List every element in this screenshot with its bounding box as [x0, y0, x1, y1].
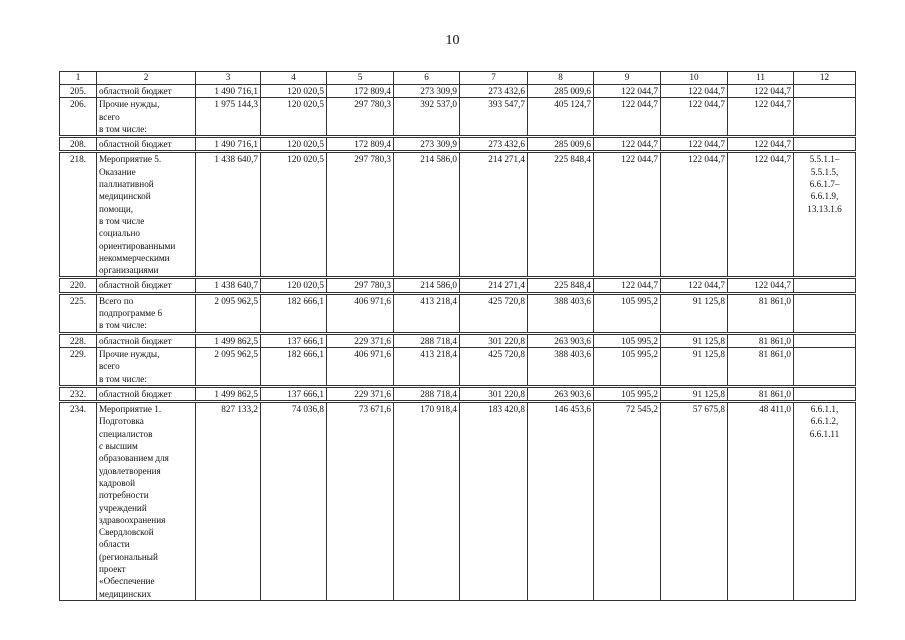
target-code-line: 6.6.1.11 — [809, 428, 840, 439]
value-cell: 1 499 862,5 — [196, 386, 261, 401]
column-header: 2 — [97, 72, 196, 85]
description-line: Мероприятие 5. — [99, 154, 162, 165]
target-code-line: 6.6.1.1, — [810, 404, 839, 415]
description-line: подпрограмме 6 — [99, 308, 163, 319]
value-cell: 81 861,0 — [728, 386, 794, 401]
description-line: Прочие нужды, — [99, 99, 160, 110]
value-cell: 122 044,7 — [594, 152, 661, 278]
column-header: 7 — [460, 72, 528, 85]
row-description — [97, 152, 196, 278]
row-description — [97, 402, 196, 601]
row-description — [97, 137, 196, 152]
column-header: 8 — [528, 72, 594, 85]
description-line: областной бюджет — [99, 139, 172, 150]
column-header: 6 — [394, 72, 460, 85]
value-cell: 425 720,8 — [460, 293, 528, 333]
value-cell: 137 666,1 — [261, 333, 327, 347]
row-number: 208. — [60, 137, 97, 152]
value-cell: 297 780,3 — [327, 98, 394, 137]
value-cell: 297 780,3 — [327, 152, 394, 278]
value-cell: 406 971,6 — [327, 293, 394, 333]
row-description — [97, 98, 196, 137]
description-line: в том числе — [99, 215, 145, 226]
value-cell: 1 499 862,5 — [196, 333, 261, 347]
description-line: всего — [99, 111, 120, 122]
description-line: специалистов — [99, 428, 153, 439]
value-cell: 214 271,4 — [460, 278, 528, 293]
column-header: 11 — [728, 72, 794, 85]
value-cell: 120 020,5 — [261, 137, 327, 152]
description-line: Всего по — [99, 295, 134, 306]
description-line: образованием для — [99, 453, 169, 464]
value-cell: 91 125,8 — [661, 293, 728, 333]
value-cell: 214 586,0 — [394, 278, 460, 293]
value-cell: 273 309,9 — [394, 85, 460, 98]
value-cell: 183 420,8 — [460, 402, 528, 601]
row-number: 225. — [60, 293, 97, 333]
value-cell: 172 809,4 — [327, 85, 394, 98]
value-cell: 406 971,6 — [327, 347, 394, 386]
target-code-cell — [794, 278, 856, 293]
description-line: в том числе: — [99, 373, 147, 384]
value-cell: 225 848,4 — [528, 278, 594, 293]
target-code-cell — [794, 85, 856, 98]
table-row — [60, 137, 856, 152]
value-cell: 285 009,6 — [528, 85, 594, 98]
target-code-line: 6.6.1.2, — [810, 416, 839, 427]
description-line: кадровой — [99, 477, 136, 488]
row-description — [97, 347, 196, 386]
target-code-line: 5.5.1.1– — [809, 154, 840, 165]
value-cell: 393 547,7 — [460, 98, 528, 137]
column-header: 12 — [794, 72, 856, 85]
value-cell: 229 371,6 — [327, 333, 394, 347]
row-number: 234. — [60, 402, 97, 601]
value-cell: 288 718,4 — [394, 386, 460, 401]
table-row — [60, 347, 856, 386]
value-cell: 122 044,7 — [661, 278, 728, 293]
value-cell: 122 044,7 — [661, 85, 728, 98]
value-cell: 285 009,6 — [528, 137, 594, 152]
value-cell: 122 044,7 — [728, 152, 794, 278]
row-number: 220. — [60, 278, 97, 293]
target-code-cell — [794, 347, 856, 386]
value-cell: 120 020,5 — [261, 98, 327, 137]
table-row — [60, 85, 856, 98]
value-cell: 388 403,6 — [528, 293, 594, 333]
row-description — [97, 386, 196, 401]
description-line: паллиативной — [99, 179, 154, 190]
value-cell: 1 438 640,7 — [196, 152, 261, 278]
description-line: с высшим — [99, 441, 138, 452]
row-number: 228. — [60, 333, 97, 347]
value-cell: 273 432,6 — [460, 85, 528, 98]
value-cell: 273 309,9 — [394, 137, 460, 152]
value-cell: 81 861,0 — [728, 293, 794, 333]
description-line: Оказание — [99, 166, 136, 177]
description-line: потребности — [99, 490, 149, 501]
value-cell: 120 020,5 — [261, 152, 327, 278]
column-header: 9 — [594, 72, 661, 85]
value-cell: 137 666,1 — [261, 386, 327, 401]
table-body — [60, 85, 856, 601]
description-line: Свердловской — [99, 527, 154, 538]
value-cell: 122 044,7 — [594, 98, 661, 137]
value-cell: 122 044,7 — [661, 152, 728, 278]
target-code-cell — [794, 152, 856, 278]
description-line: «Обеспечение — [99, 576, 155, 587]
target-code-line: 6.6.1.9, — [810, 191, 839, 202]
value-cell: 120 020,5 — [261, 278, 327, 293]
description-line: проект — [99, 563, 126, 574]
header-row — [60, 72, 856, 85]
description-line: ориентированными — [99, 240, 176, 251]
value-cell: 2 095 962,5 — [196, 347, 261, 386]
value-cell: 146 453,6 — [528, 402, 594, 601]
value-cell: 122 044,7 — [661, 98, 728, 137]
description-line: области — [99, 539, 130, 550]
value-cell: 91 125,8 — [661, 333, 728, 347]
column-header: 10 — [661, 72, 728, 85]
page-number: 10 — [445, 33, 460, 48]
target-code-line: 5.5.1.5, — [810, 166, 839, 177]
value-cell: 122 044,7 — [594, 137, 661, 152]
table-row — [60, 293, 856, 333]
description-line: областной бюджет — [99, 86, 172, 96]
description-line: областной бюджет — [99, 335, 172, 346]
value-cell: 413 218,4 — [394, 347, 460, 386]
budget-table — [59, 71, 856, 601]
table-row — [60, 278, 856, 293]
table-row — [60, 402, 856, 601]
description-line: здравоохранения — [99, 514, 166, 525]
value-cell: 48 411,0 — [728, 402, 794, 601]
value-cell: 105 995,2 — [594, 347, 661, 386]
value-cell: 1 490 716,1 — [196, 137, 261, 152]
value-cell: 105 995,2 — [594, 386, 661, 401]
description-line: Подготовка — [99, 416, 144, 427]
description-line: помощи, — [99, 203, 134, 214]
table-row — [60, 386, 856, 401]
row-description — [97, 333, 196, 347]
column-header: 1 — [60, 72, 97, 85]
description-line: в том числе: — [99, 320, 147, 331]
column-header: 4 — [261, 72, 327, 85]
row-number: 232. — [60, 386, 97, 401]
value-cell: 405 124,7 — [528, 98, 594, 137]
value-cell: 81 861,0 — [728, 347, 794, 386]
target-code-cell — [794, 98, 856, 137]
table-row — [60, 98, 856, 137]
value-cell: 74 036,8 — [261, 402, 327, 601]
description-line: медицинских — [99, 588, 152, 599]
value-cell: 122 044,7 — [594, 278, 661, 293]
value-cell: 263 903,6 — [528, 333, 594, 347]
value-cell: 120 020,5 — [261, 85, 327, 98]
value-cell: 297 780,3 — [327, 278, 394, 293]
value-cell: 273 432,6 — [460, 137, 528, 152]
value-cell: 301 220,8 — [460, 333, 528, 347]
value-cell: 182 666,1 — [261, 347, 327, 386]
value-cell: 72 545,2 — [594, 402, 661, 601]
row-number: 205. — [60, 85, 97, 98]
value-cell: 91 125,8 — [661, 347, 728, 386]
value-cell: 388 403,6 — [528, 347, 594, 386]
value-cell: 91 125,8 — [661, 386, 728, 401]
value-cell: 301 220,8 — [460, 386, 528, 401]
value-cell: 172 809,4 — [327, 137, 394, 152]
target-code-cell — [794, 293, 856, 333]
value-cell: 122 044,7 — [728, 98, 794, 137]
value-cell: 105 995,2 — [594, 293, 661, 333]
value-cell: 392 537,0 — [394, 98, 460, 137]
value-cell: 122 044,7 — [594, 85, 661, 98]
value-cell: 288 718,4 — [394, 333, 460, 347]
description-line: некоммерческими — [99, 252, 170, 263]
value-cell: 1 490 716,1 — [196, 85, 261, 98]
value-cell: 122 044,7 — [728, 278, 794, 293]
description-line: в том числе: — [99, 123, 147, 134]
value-cell: 413 218,4 — [394, 293, 460, 333]
description-line: удовлетворения — [99, 465, 161, 476]
description-line: социально — [99, 228, 140, 239]
row-description — [97, 85, 196, 98]
target-code-cell — [794, 402, 856, 601]
description-line: областной бюджет — [99, 388, 172, 399]
column-header: 5 — [327, 72, 394, 85]
value-cell: 182 666,1 — [261, 293, 327, 333]
value-cell: 105 995,2 — [594, 333, 661, 347]
row-number: 229. — [60, 347, 97, 386]
target-code-cell — [794, 333, 856, 347]
table-row — [60, 152, 856, 278]
description-line: организациями — [99, 265, 159, 276]
description-line: учреждений — [99, 502, 147, 513]
value-cell: 1 438 640,7 — [196, 278, 261, 293]
row-description — [97, 293, 196, 333]
target-code-line: 13.13.1.6 — [807, 203, 842, 214]
value-cell: 229 371,6 — [327, 386, 394, 401]
value-cell: 225 848,4 — [528, 152, 594, 278]
value-cell: 122 044,7 — [661, 137, 728, 152]
target-code-cell — [794, 386, 856, 401]
value-cell: 170 918,4 — [394, 402, 460, 601]
description-line: Прочие нужды, — [99, 348, 160, 359]
description-line: Мероприятие 1. — [99, 404, 162, 415]
description-line: (региональный — [99, 551, 158, 562]
value-cell: 827 133,2 — [196, 402, 261, 601]
value-cell: 57 675,8 — [661, 402, 728, 601]
value-cell: 122 044,7 — [728, 85, 794, 98]
table-row — [60, 333, 856, 347]
target-code-line: 6.6.1.7– — [809, 179, 840, 190]
row-description — [97, 278, 196, 293]
value-cell: 2 095 962,5 — [196, 293, 261, 333]
description-line: медицинской — [99, 191, 151, 202]
value-cell: 263 903,6 — [528, 386, 594, 401]
description-line: областной бюджет — [99, 280, 172, 291]
column-header: 3 — [196, 72, 261, 85]
target-code-cell — [794, 137, 856, 152]
value-cell: 122 044,7 — [728, 137, 794, 152]
value-cell: 425 720,8 — [460, 347, 528, 386]
row-number: 218. — [60, 152, 97, 278]
value-cell: 73 671,6 — [327, 402, 394, 601]
value-cell: 214 271,4 — [460, 152, 528, 278]
row-number: 206. — [60, 98, 97, 137]
value-cell: 214 586,0 — [394, 152, 460, 278]
value-cell: 81 861,0 — [728, 333, 794, 347]
description-line: всего — [99, 361, 120, 372]
value-cell: 1 975 144,3 — [196, 98, 261, 137]
